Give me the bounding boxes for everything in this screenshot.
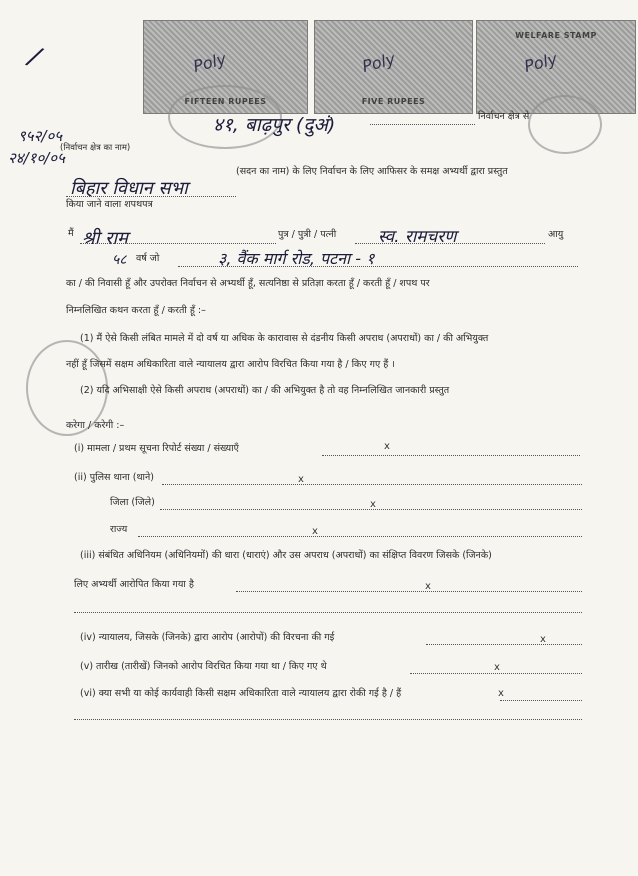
header-line: (सदन का नाम) के लिए निर्वाचन के लिए आफिसर के समक्ष अभ्यर्थी द्वारा प्रस्तुत — [236, 166, 508, 177]
dotted-line — [500, 700, 582, 701]
residence-line: का / की निवासी हूँ और उपरोक्त निर्वाचन से अभ्यर्थी हूँ, सत्यनिष्ठा से प्रतिज्ञा करता हूँ / करती हूँ / शपथ पर — [66, 278, 430, 289]
father-name-handwritten: स्व. रामचरण — [378, 227, 457, 247]
para-2a: (2) यदि अभिसाक्षी ऐसे किसी अपराध (अपराधों) का / की अभियुक्त है तो वह निम्नलिखित जानकारी प्रस्तुत — [80, 385, 450, 396]
constituency-suffix: निर्वाचन क्षेत्र से — [478, 111, 530, 122]
court-fee-stamp-2 — [314, 20, 473, 114]
statement-line: निम्नलिखित कथन करता हूँ / करती हूँ :– — [66, 305, 206, 316]
dotted-line — [370, 124, 475, 125]
item-vi: (vi) क्या सभी या कोई कार्यवाही किसी सक्षम अधिकारिता वाले न्यायालय द्वारा रोकी गई है / हैं — [80, 688, 402, 699]
stamp-signature: Poly — [522, 49, 560, 77]
dotted-line — [74, 719, 582, 720]
dotted-line — [322, 455, 580, 456]
constituency-handwritten: ४१, बाढ़पुर (दुअं) — [213, 114, 336, 136]
cross-mark: x — [498, 688, 504, 699]
margin-date: २४/१०/०५ — [8, 149, 65, 167]
dotted-line — [410, 673, 582, 674]
round-seal — [528, 95, 602, 154]
dotted-line — [426, 644, 582, 645]
item-ii-police-station: (ii) पुलिस थाना (थाने) — [74, 472, 154, 483]
dotted-line — [355, 243, 545, 244]
dotted-line — [138, 536, 582, 537]
para-2b: करेगा / करेगी :– — [66, 420, 125, 431]
item-iii-b: लिए अभ्यर्थी आरोपित किया गया है — [74, 579, 194, 590]
affidavit-label: किया जाने वाला शपथपत्र — [66, 199, 153, 210]
stamp-signature: Poly — [191, 49, 229, 77]
cross-mark: x — [370, 499, 376, 510]
dotted-line — [80, 243, 276, 244]
item-ii-state: राज्य — [110, 524, 128, 535]
item-iii-a: (iii) संबंधित अधिनियम (अधिनियमों) की धारा (धाराएं) और उस अपराध (अपराधों) का संक्षिप्त विवरण जिसके (जिनके) — [80, 550, 492, 561]
margin-mark: / — [25, 41, 44, 73]
relation-label: पुत्र / पुत्री / पत्नी — [278, 229, 337, 240]
name-prefix: मैं — [68, 228, 74, 239]
cross-mark: x — [384, 441, 390, 452]
dotted-line — [162, 484, 582, 485]
stamp-label: FIFTEEN RUPEES — [184, 97, 267, 106]
item-i: (i) मामला / प्रथम सूचना रिपोर्ट संख्या / संख्याएँ — [74, 443, 239, 454]
para-1a: (1) मैं ऐसे किसी लंबित मामले में दो वर्ष या अधिक के कारावास से दंडनीय किसी अपराध (अपराधों) का / की अभियुक्त — [80, 333, 489, 344]
stamp-label: FIVE RUPEES — [361, 97, 426, 106]
dotted-line — [236, 591, 582, 592]
dotted-line — [178, 266, 578, 267]
para-1b: नहीं हूँ जिसमें सक्षम अधिकारिता वाले न्यायालय द्वारा आरोप विरचित किया गया है / किए गए हैं । — [66, 359, 395, 370]
cross-mark: x — [425, 581, 431, 592]
dotted-line — [66, 196, 236, 197]
stamp-label: WELFARE STAMP — [515, 31, 597, 40]
address-handwritten: ३, वैंक मार्ग रोड, पटना - १ — [218, 249, 375, 268]
item-ii-district: जिला (जिले) — [110, 497, 155, 508]
name-handwritten: श्री राम — [82, 228, 128, 249]
cross-mark: x — [540, 634, 546, 645]
house-name-handwritten: बिहार विधान सभा — [70, 178, 188, 199]
age-unit: वर्ष जो — [136, 253, 160, 264]
dotted-line — [74, 612, 582, 613]
stamp-signature: Poly — [360, 49, 398, 77]
constituency-name-label: (निर्वाचन क्षेत्र का नाम) — [60, 143, 131, 153]
item-iv: (iv) न्यायालय, जिसके (जिनके) द्वारा आरोप (आरोपों) की विरचना की गई — [80, 632, 335, 643]
margin-number: ९५२/०५ — [18, 127, 63, 145]
cross-mark: x — [494, 662, 500, 673]
age-label: आयु — [548, 229, 564, 240]
cross-mark: x — [298, 474, 304, 485]
item-v: (v) तारीख (तारीखें) जिनको आरोप विरचित किया गया था / किए गए थे — [80, 661, 327, 672]
cross-mark: x — [312, 526, 318, 537]
age-value: ५८ — [112, 252, 127, 268]
